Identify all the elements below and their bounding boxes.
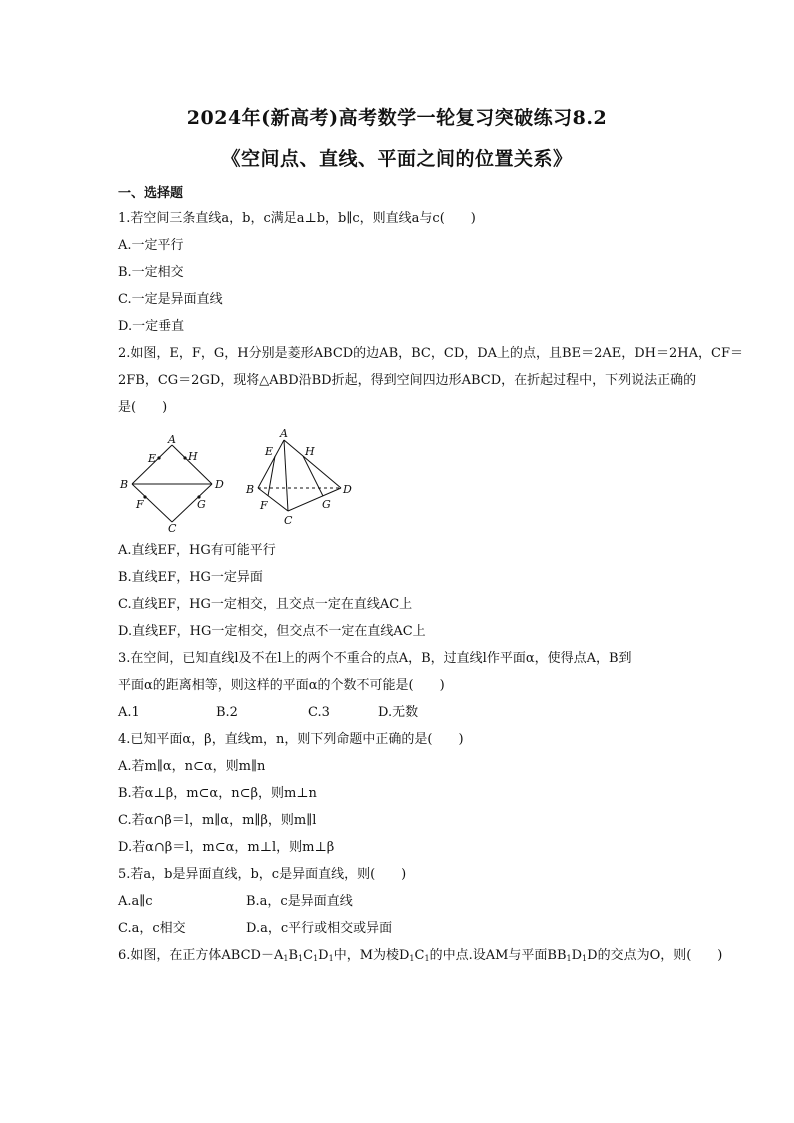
q6-sub: 1 (313, 954, 319, 963)
q5-option-a: A.a∥c (118, 894, 153, 909)
q5-option-c: C.a，c相交 (118, 921, 186, 936)
q6-sub: 1 (582, 954, 588, 963)
q2-stem-line3: 是( ) (118, 400, 168, 415)
q1-option-c: C.一定是异面直线 (118, 292, 223, 307)
q1-option-a: A.一定平行 (118, 238, 184, 253)
q6-sub: 1 (409, 954, 415, 963)
q6-stem (118, 947, 722, 968)
q4-option-a: A.若m∥α，n⊂α，则m∥n (118, 759, 266, 774)
q2-figure (112, 428, 372, 538)
q3-option-c: C.3 (308, 705, 330, 720)
q1-option-d: D.一定垂直 (118, 319, 185, 334)
q4-stem: 4.已知平面α，β，直线m，n，则下列命题中正确的是( ) (118, 732, 464, 747)
q6-sub: 1 (298, 954, 304, 963)
q2-stem-line1: 2.如图，E，F，G，H分别是菱形ABCD的边AB，BC，CD，DA上的点，且BE＝2AE，DH＝2HA，CF＝ (118, 346, 743, 361)
label-c-left: C (168, 522, 177, 535)
label-f-right: F (260, 499, 268, 512)
q2-option-c: C.直线EF，HG一定相交，且交点一定在直线AC上 (118, 597, 413, 612)
q6-sub: 1 (328, 954, 334, 963)
label-h-left: H (188, 450, 198, 463)
q3-option-d: D.无数 (378, 705, 419, 720)
q6-sub: 1 (283, 954, 289, 963)
q3-stem-line1: 3.在空间，已知直线l及不在l上的两个不重合的点A，B，过直线l作平面α，使得点A，B到 (118, 651, 632, 666)
q6-text-7: 的中点.设AM与平面BB (429, 948, 567, 963)
q3-option-a: A.1 (118, 705, 140, 720)
label-e-left: E (148, 452, 157, 465)
label-c-right: C (284, 514, 293, 527)
tetrahedron-figure (245, 428, 352, 527)
q6-text-5: 中，M为棱D (333, 948, 410, 963)
page-subtitle: 《空间点、直线、平面之间的位置关系》 (221, 148, 573, 170)
q6-text-1: 6.如图，在正方体ABCD－A (118, 948, 284, 963)
label-b-right: B (246, 483, 255, 496)
label-b-left: B (120, 478, 129, 491)
q4-option-b: B.若α⊥β，m⊂α，n⊂β，则m⊥n (118, 786, 317, 801)
page-title: 2024年(新高考)高考数学一轮复习突破练习8.2 (186, 107, 608, 129)
rhombus-figure (119, 433, 224, 535)
label-d-left: D (215, 478, 224, 491)
label-a-right: A (280, 428, 288, 440)
label-f-left: F (136, 498, 144, 511)
label-g-left: G (197, 498, 206, 511)
label-h-right: H (305, 445, 315, 458)
q5-option-d: D.a，c平行或相交或异面 (246, 921, 393, 936)
label-a-left: A (168, 433, 176, 446)
q4-option-c: C.若α∩β＝l，m∥α，m∥β，则m∥l (118, 813, 317, 828)
q2-stem-line2: 2FB，CG＝2GD，现将△ABD沿BD折起，得到空间四边形ABCD，在折起过程中，下列说法正确的 (118, 373, 697, 388)
q6-text-3: C (303, 948, 314, 963)
label-e-right: E (265, 445, 274, 458)
q6-text-6: C (414, 948, 425, 963)
q6-text-8: D (571, 948, 583, 963)
q1-stem: 1.若空间三条直线a，b，c满足a⊥b，b∥c，则直线a与c( ) (118, 211, 476, 226)
q3-option-b: B.2 (216, 705, 238, 720)
q2-option-d: D.直线EF，HG一定相交，但交点不一定在直线AC上 (118, 624, 426, 639)
q6-text-2: B (288, 948, 299, 963)
q6-text-9: D的交点为O，则( ) (587, 948, 723, 963)
section-heading: 一、选择题 (118, 186, 184, 201)
q6-sub: 1 (424, 954, 430, 963)
q6-sub: 1 (566, 954, 572, 963)
q5-stem: 5.若a，b是异面直线，b，c是异面直线，则( ) (118, 867, 407, 882)
q3-stem-line2: 平面α的距离相等，则这样的平面α的个数不可能是( ) (118, 678, 445, 693)
q2-option-a: A.直线EF，HG有可能平行 (118, 543, 276, 558)
q6-text-4: D (318, 948, 329, 963)
q1-option-b: B.一定相交 (118, 265, 184, 280)
q5-option-b: B.a，c是异面直线 (246, 894, 353, 909)
label-d-right: D (343, 483, 352, 496)
q4-option-d: D.若α∩β＝l，m⊂α，m⊥l，则m⊥β (118, 840, 335, 855)
q2-option-b: B.直线EF，HG一定异面 (118, 570, 263, 585)
label-g-right: G (322, 498, 331, 511)
